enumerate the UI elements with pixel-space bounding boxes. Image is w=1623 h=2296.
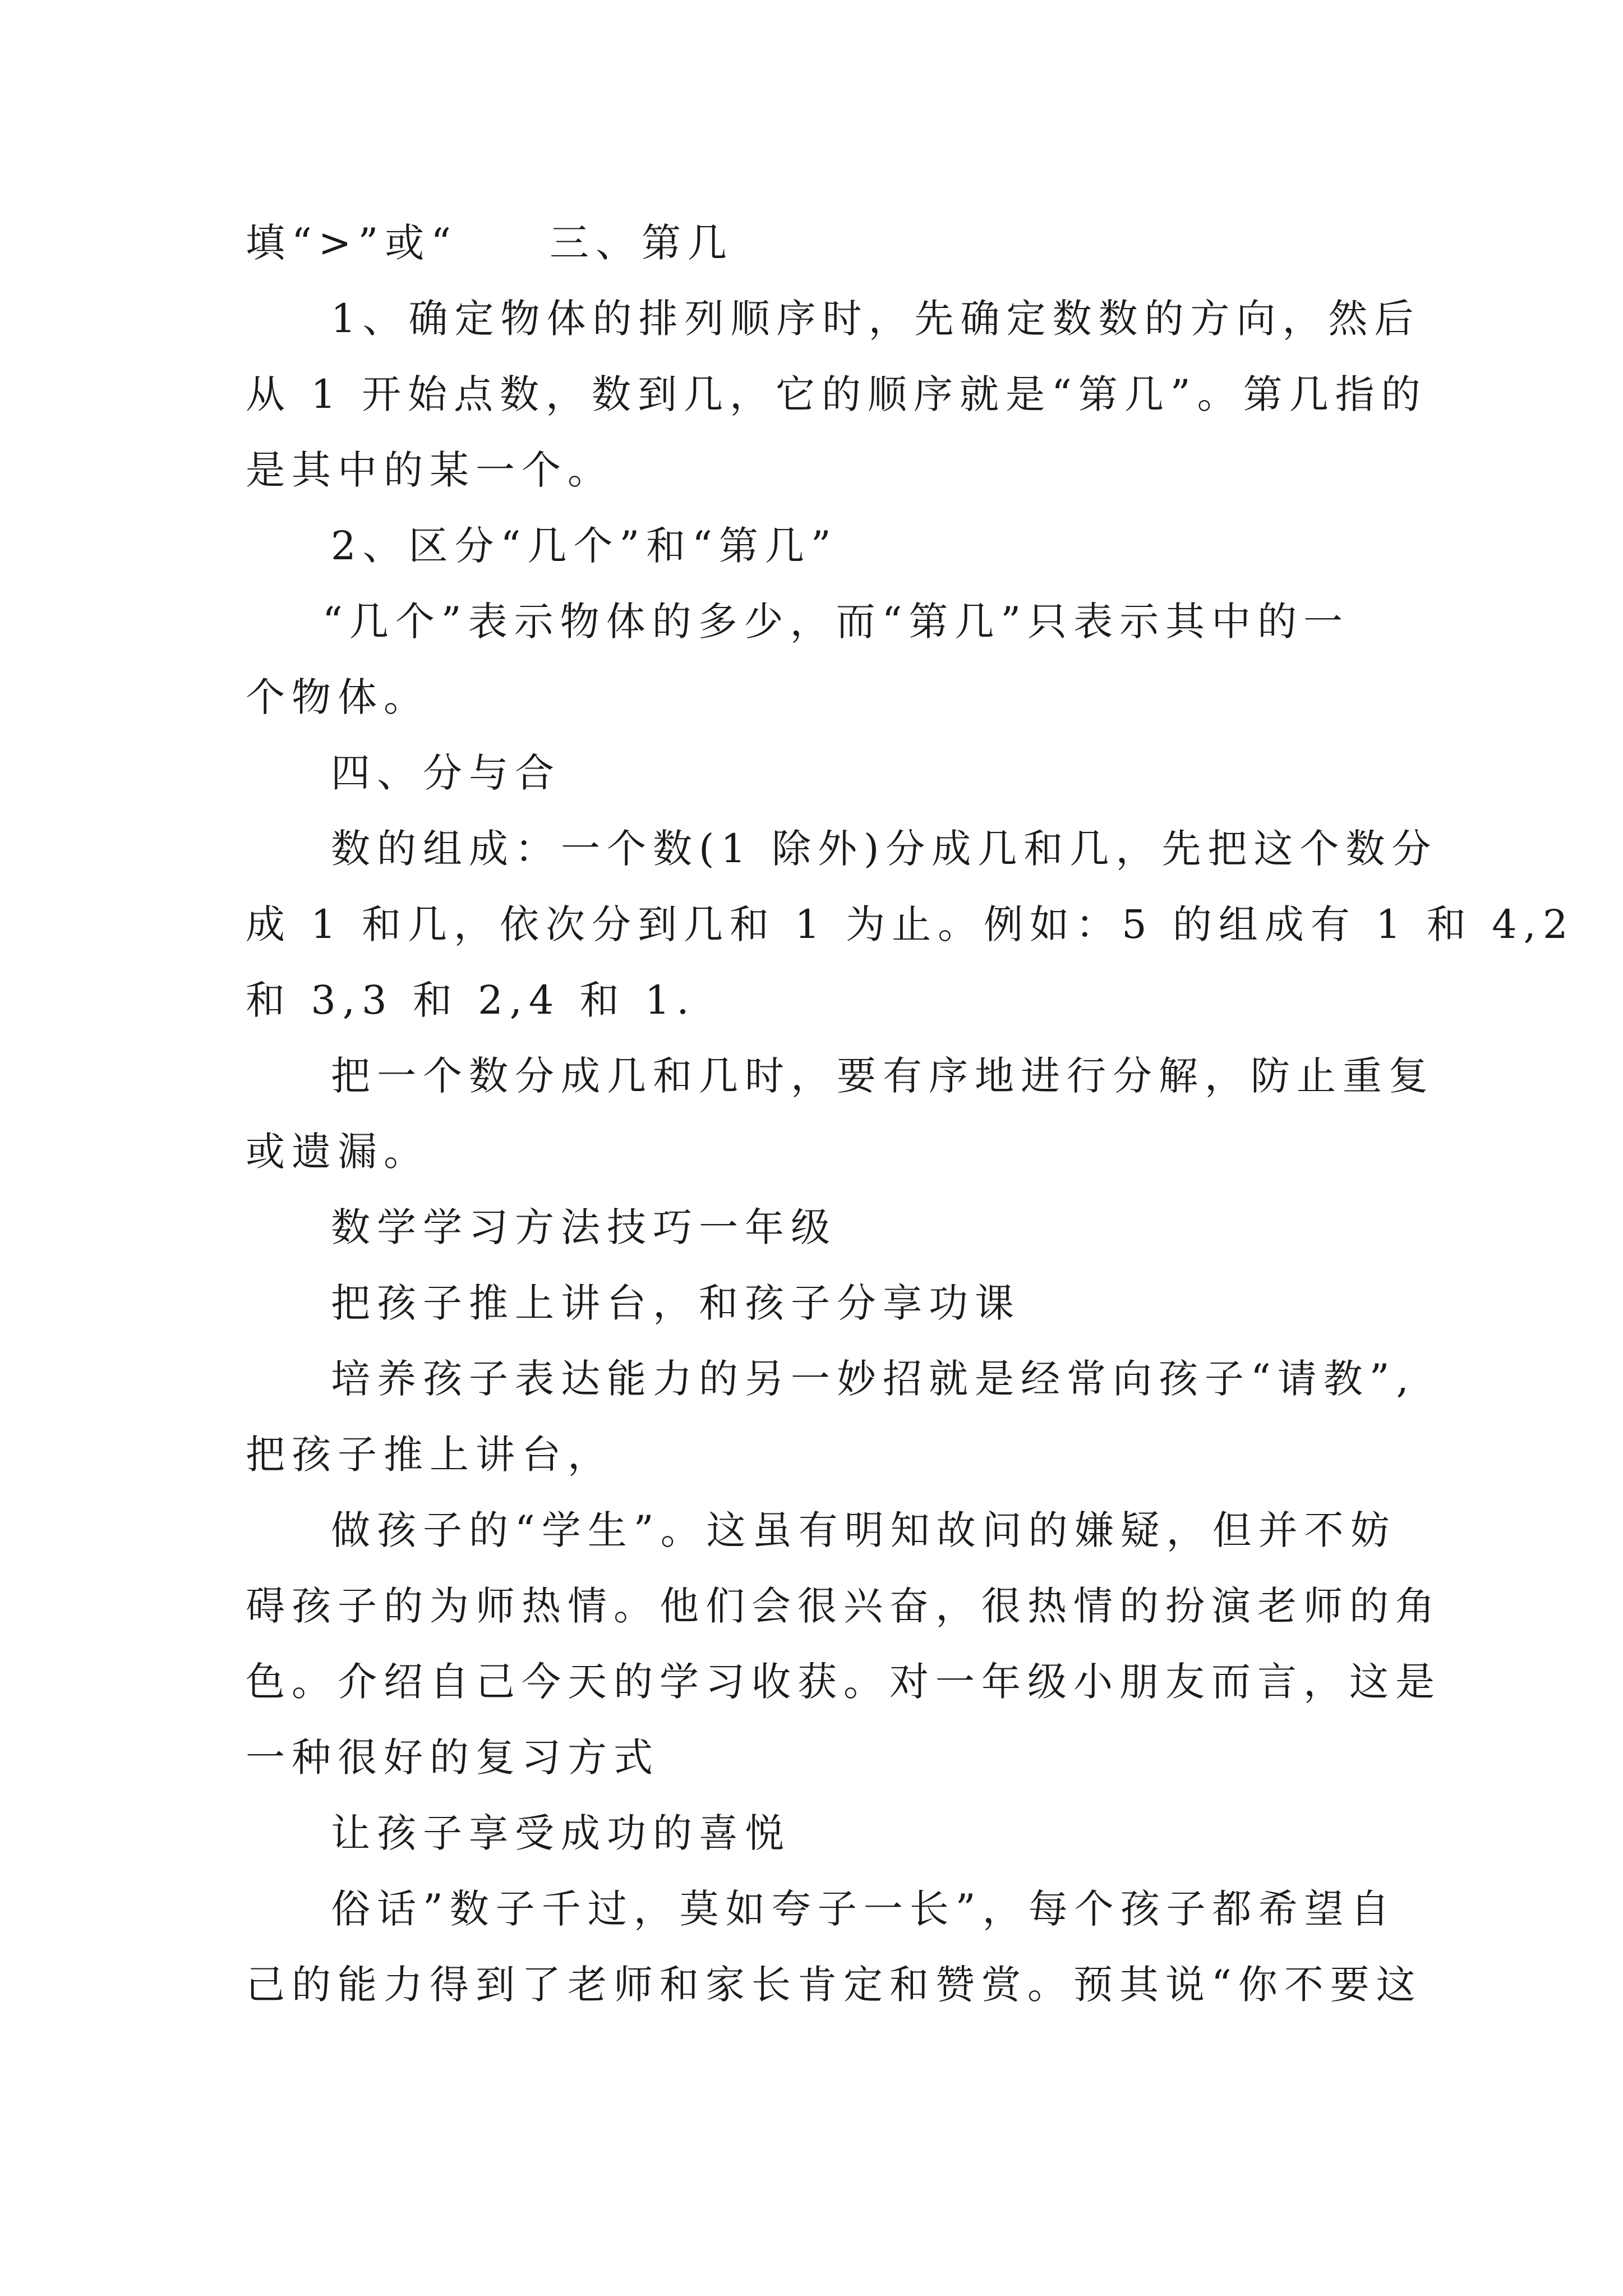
text-line-8: 四、分与合	[331, 750, 561, 796]
text-line-13: 或遗漏。	[246, 1129, 430, 1175]
text-line-4: 是其中的某一个。	[246, 447, 614, 493]
text-line-2: 1、确定物体的排列顺序时，先确定数数的方向，然后	[331, 296, 1421, 342]
text-line-7: 个物体。	[246, 674, 430, 720]
text-line-22: 让孩子享受成功的喜悦	[331, 1810, 791, 1856]
text-line-21: 一种很好的复习方式	[246, 1734, 660, 1780]
text-line-1: 填“>”或“ 三、第几	[246, 220, 734, 266]
text-line-24: 己的能力得到了老师和家长肯定和赞赏。预其说“你不要这	[246, 1962, 1422, 2008]
text-line-14: 数学学习方法技巧一年级	[331, 1204, 837, 1250]
text-line-9: 数的组成：一个数(1 除外)分成几和几，先把这个数分	[331, 826, 1438, 872]
text-line-16: 培养孩子表达能力的另一妙招就是经常向孩子“请教”,	[331, 1356, 1415, 1402]
text-line-5: 2、区分“几个”和“第几”	[331, 523, 838, 569]
text-line-19: 碍孩子的为师热情。他们会很兴奋，很热情的扮演老师的角	[246, 1583, 1441, 1629]
text-line-6: “几个”表示物体的多少，而“第几”只表示其中的一	[322, 599, 1350, 645]
text-line-23: 俗话”数子千过，莫如夸子一长”，每个孩子都希望自	[331, 1886, 1396, 1932]
text-line-17: 把孩子推上讲台，	[246, 1432, 614, 1478]
text-line-18: 做孩子的“学生”。这虽有明知故问的嫌疑，但并不妨	[331, 1507, 1396, 1553]
text-line-3: 从 1 开始点数，数到几，它的顺序就是“第几”。第几指的	[246, 371, 1427, 417]
text-line-15: 把孩子推上讲台，和孩子分享功课	[331, 1280, 1021, 1326]
text-line-10: 成 1 和几，依次分到几和 1 为止。例如：5 的组成有 1 和 4,2	[246, 901, 1575, 947]
text-line-12: 把一个数分成几和几时，要有序地进行分解，防止重复	[331, 1053, 1435, 1099]
text-line-20: 色。介绍自己今天的学习收获。对一年级小朋友而言，这是	[246, 1659, 1441, 1705]
text-line-11: 和 3,3 和 2,4 和 1.	[246, 977, 696, 1023]
